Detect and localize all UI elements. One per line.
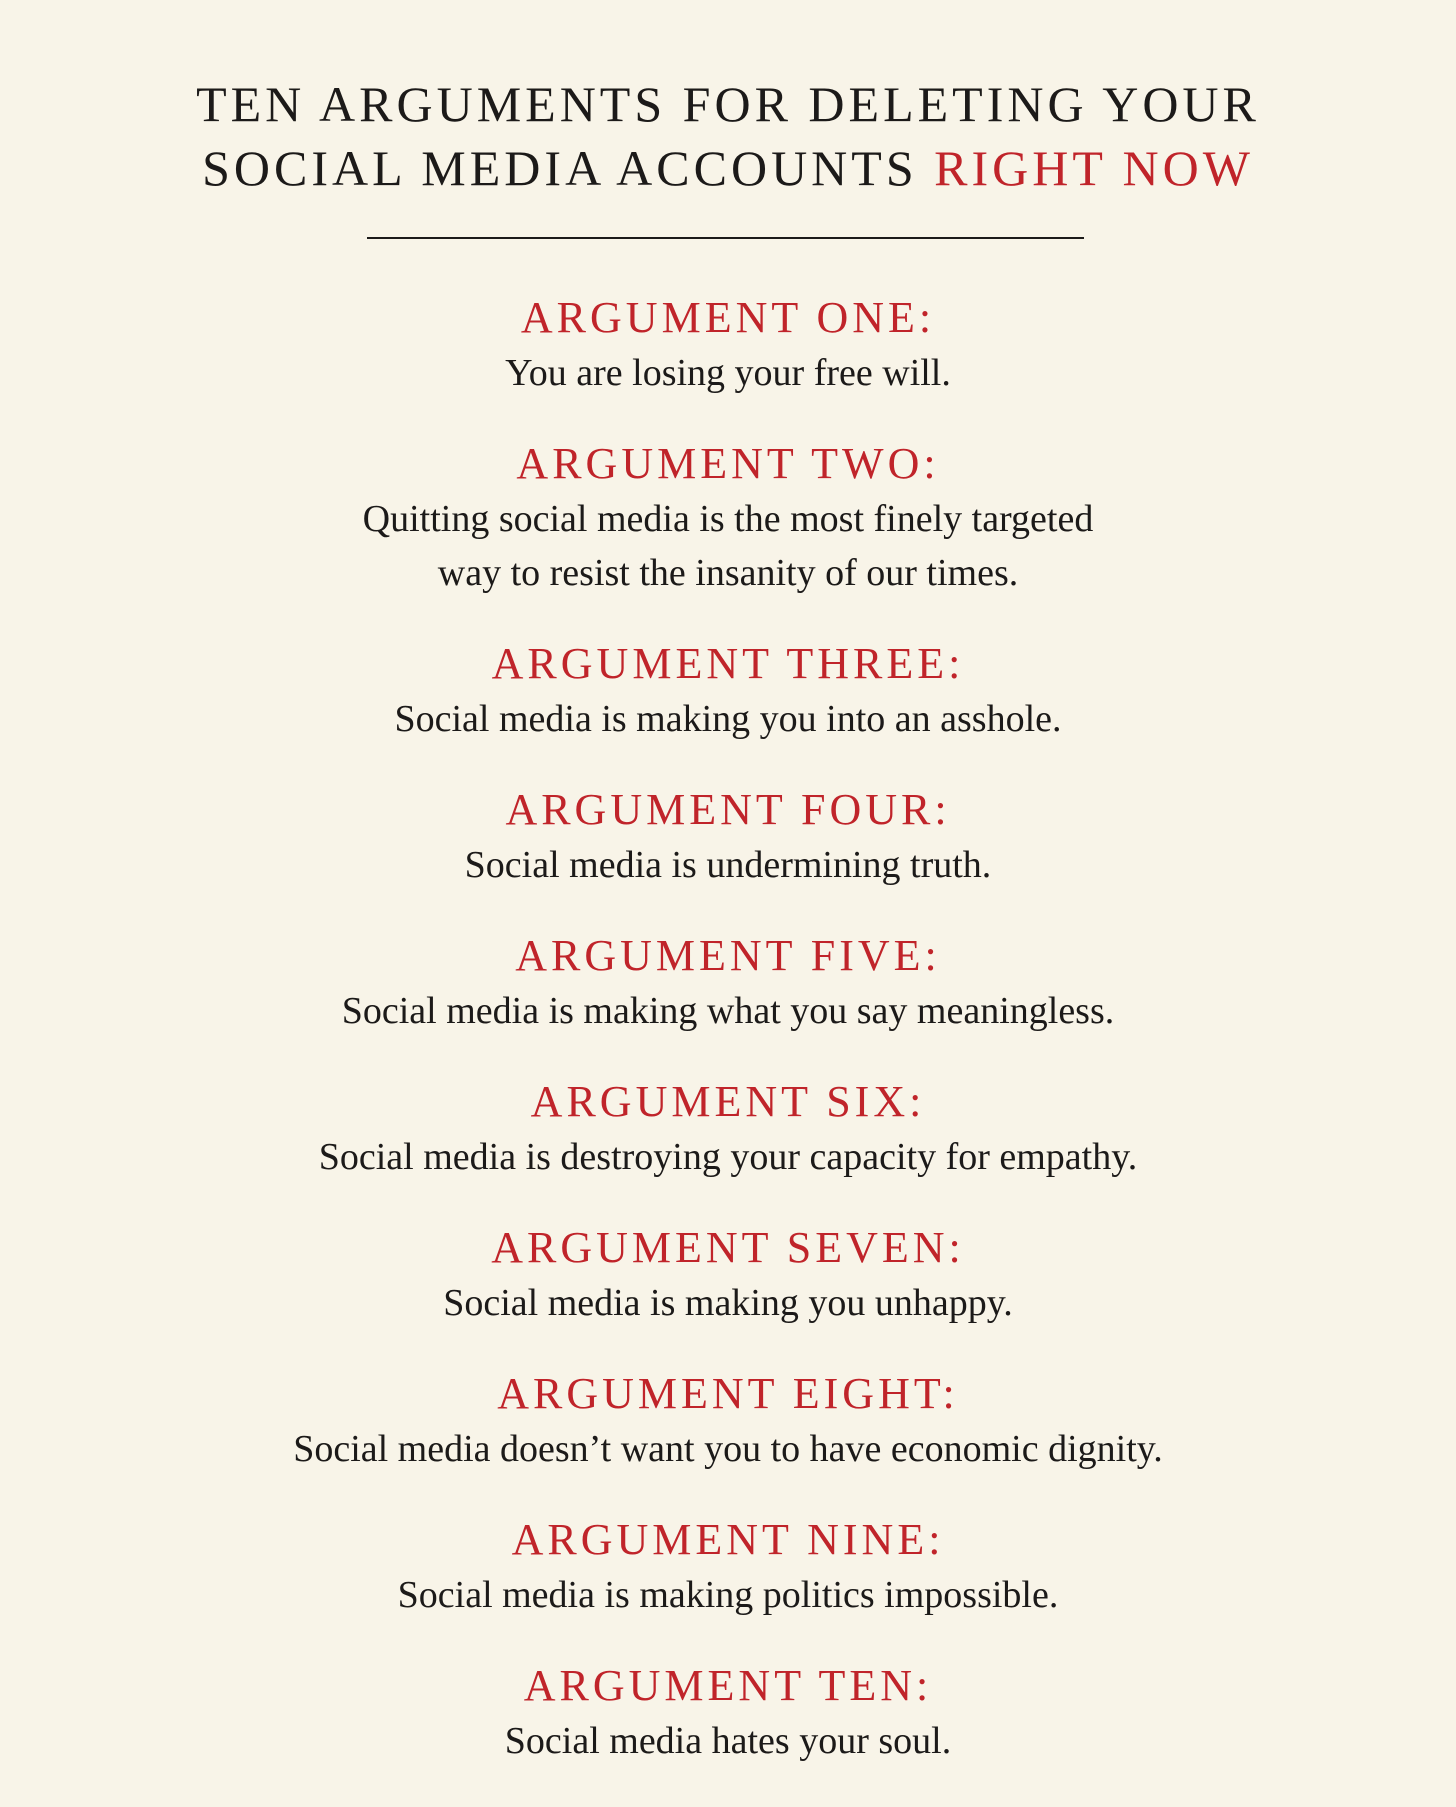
argument-3 (0, 636, 1456, 746)
argument-6 (0, 1074, 1456, 1184)
argument-text: Social media is undermining truth. (464, 844, 992, 886)
argument-text: Quitting social media is the most finely targeted way to resist the insanity of our times. (362, 498, 1094, 594)
argument-text: Social media is making you into an asshole. (394, 698, 1062, 740)
title-accent: RIGHT NOW (934, 140, 1254, 196)
argument-text: You are losing your free will. (505, 352, 951, 394)
argument-4 (0, 782, 1456, 892)
argument-heading: ARGUMENT TWO: (516, 439, 940, 488)
argument-text: Social media is making you unhappy. (443, 1282, 1013, 1324)
argument-text: Social media is destroying your capacity for empathy. (318, 1136, 1138, 1178)
page-title (0, 72, 1456, 200)
title-line-2: SOCIAL MEDIA ACCOUNTS (202, 140, 918, 196)
argument-heading: ARGUMENT THREE: (491, 639, 965, 688)
argument-7 (0, 1220, 1456, 1330)
argument-heading: ARGUMENT EIGHT: (497, 1369, 959, 1418)
argument-text: Social media is making what you say meaningless. (341, 990, 1115, 1032)
title-divider (367, 237, 1084, 239)
argument-text: Social media is making politics impossible. (397, 1574, 1059, 1616)
argument-heading: ARGUMENT SIX: (530, 1077, 926, 1126)
argument-5 (0, 928, 1456, 1038)
argument-heading: ARGUMENT ONE: (520, 293, 936, 342)
argument-heading: ARGUMENT SEVEN: (491, 1223, 965, 1272)
argument-text: Social media doesn’t want you to have economic dignity. (293, 1428, 1163, 1470)
argument-heading: ARGUMENT FIVE: (515, 931, 941, 980)
argument-8 (0, 1366, 1456, 1476)
argument-9 (0, 1512, 1456, 1622)
argument-text: Social media hates your soul. (504, 1720, 952, 1762)
argument-heading: ARGUMENT FOUR: (505, 785, 951, 834)
argument-heading: ARGUMENT TEN: (523, 1661, 933, 1710)
title-line-1: TEN ARGUMENTS FOR DELETING YOUR (196, 76, 1260, 132)
argument-10 (0, 1658, 1456, 1768)
arguments-list (0, 290, 1456, 1804)
argument-heading: ARGUMENT NINE: (511, 1515, 945, 1564)
argument-1 (0, 290, 1456, 400)
argument-2 (0, 436, 1456, 600)
